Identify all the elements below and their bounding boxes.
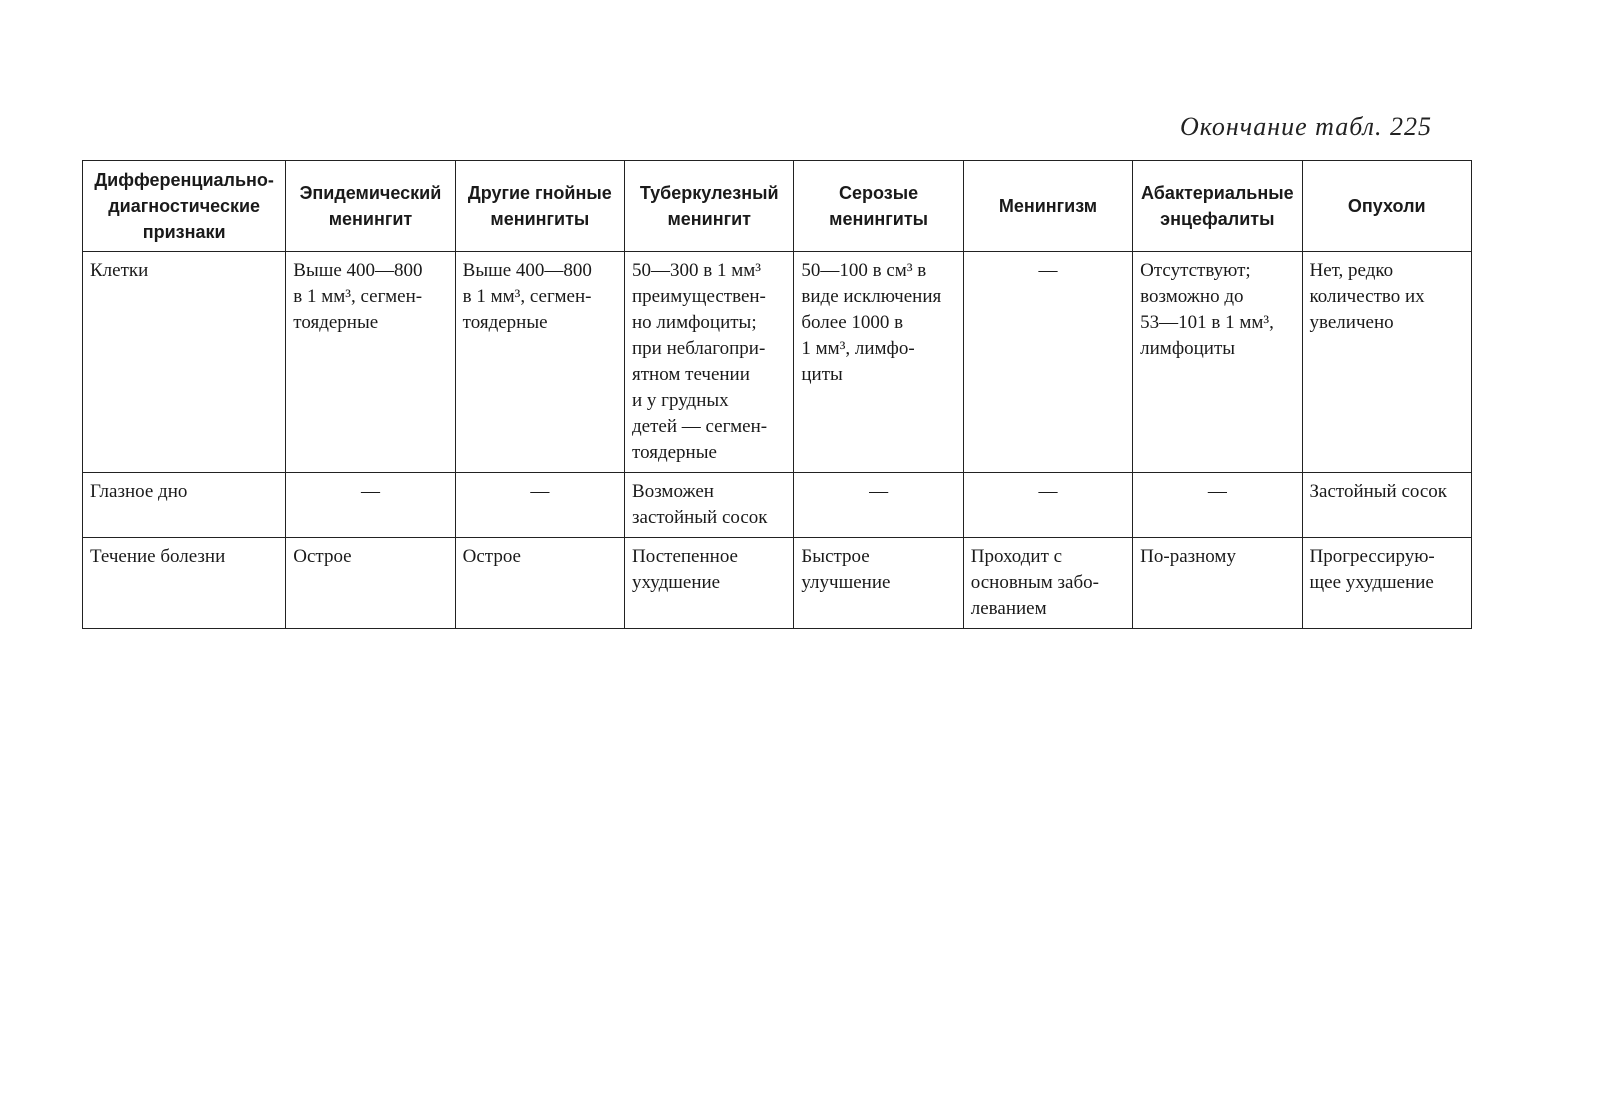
table-cell: —	[963, 252, 1132, 473]
row-label-cell: Течение болезни	[83, 538, 286, 629]
table-cell: —	[963, 473, 1132, 538]
table-cell: Прогрессирую- щее ухудшение	[1302, 538, 1471, 629]
header-cell: Эпидемический менингит	[286, 161, 455, 252]
table-cell: По-разному	[1133, 538, 1302, 629]
header-cell: Серозые менингиты	[794, 161, 963, 252]
table-cell: 50—100 в см³ в виде исключения более 1000 в 1 мм³, лимфо- циты	[794, 252, 963, 473]
table-cell: Выше 400—800 в 1 мм³, сегмен- тоядерные	[286, 252, 455, 473]
table-cell: Постепенное ухудшение	[625, 538, 794, 629]
table-cell: —	[794, 473, 963, 538]
header-row	[83, 161, 1472, 252]
header-cell: Опухоли	[1302, 161, 1471, 252]
table-cell: Выше 400—800 в 1 мм³, сегмен- тоядерные	[455, 252, 624, 473]
table-cell: —	[286, 473, 455, 538]
table-cell: —	[1133, 473, 1302, 538]
table-cell: Застойный сосок	[1302, 473, 1471, 538]
table-cell: Нет, редко количество их увеличено	[1302, 252, 1471, 473]
differential-diagnosis-table	[82, 160, 1472, 629]
header-cell: Другие гнойные менингиты	[455, 161, 624, 252]
table-cell: Проходит с основным забо- леванием	[963, 538, 1132, 629]
table-cell: Острое	[455, 538, 624, 629]
table-cell: —	[455, 473, 624, 538]
table-cell: 50—300 в 1 мм³ преимуществен- но лимфоциты; при неблагопри- ятном течении и у грудных детей — сегмен- тоядерные	[625, 252, 794, 473]
table-cell: Быстрое улучшение	[794, 538, 963, 629]
header-cell: Дифференциально- диагностические признаки	[83, 161, 286, 252]
table-cell: Острое	[286, 538, 455, 629]
table-row	[83, 538, 1472, 629]
header-cell: Абактериальные энцефалиты	[1133, 161, 1302, 252]
table-cell: Отсутствуют; возможно до 53—101 в 1 мм³, лимфоциты	[1133, 252, 1302, 473]
header-cell: Менингизм	[963, 161, 1132, 252]
row-label-cell: Глазное дно	[83, 473, 286, 538]
table-caption: Окончание табл. 225	[1179, 112, 1432, 141]
table-row	[83, 473, 1472, 538]
header-cell: Туберкулезный менингит	[625, 161, 794, 252]
table-row	[83, 252, 1472, 473]
table-cell: Возможен застойный сосок	[625, 473, 794, 538]
row-label-cell: Клетки	[83, 252, 286, 473]
